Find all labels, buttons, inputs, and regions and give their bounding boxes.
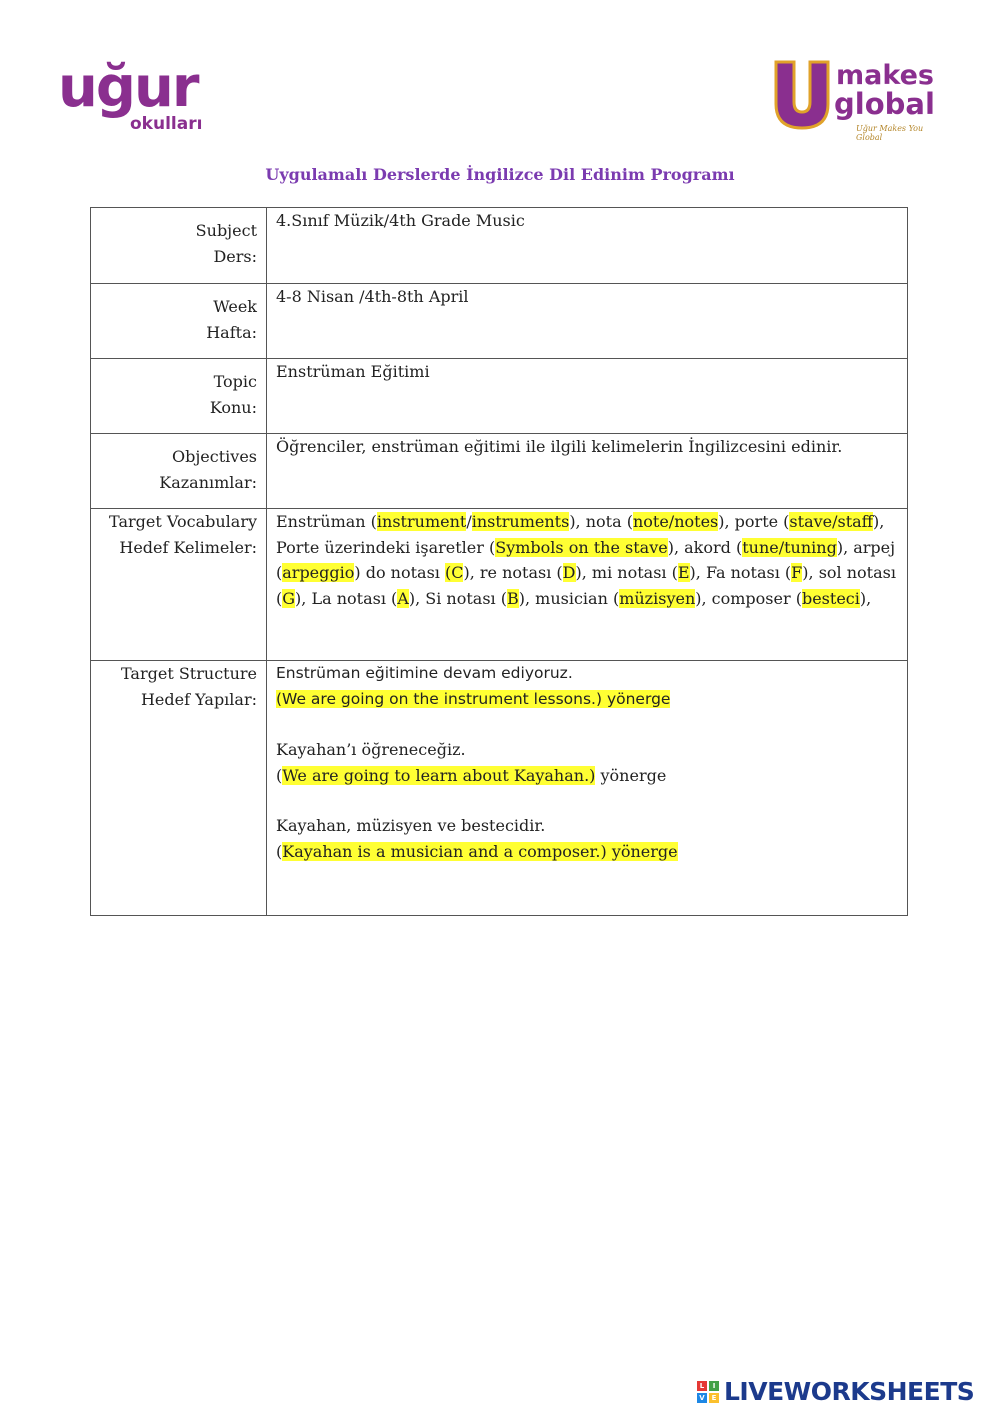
vocab-text-segment: ), nota ( [569,512,633,531]
label-tr: Hedef Kelimeler: [119,537,257,557]
structure-2-tail: yönerge [595,765,667,785]
table-row-subject [91,208,908,284]
lesson-plan-table [90,207,908,916]
vocab-term-highlight: stave/staff [789,512,874,531]
vocab-term-highlight: arpeggio [282,563,355,582]
table-row-week [91,284,908,359]
vocab-term-highlight: besteci [801,588,860,608]
vocab-term-highlight: tune/tuning [742,537,837,557]
vocab-term-highlight: note/notes [632,512,719,531]
label-cell [91,661,267,916]
vocab-text-segment: ), arpej ( [276,537,896,582]
structure-1-tr: Enstrüman eğitimine devam ediyoruz. [276,664,573,682]
vocab-text-segment: ), Si notası ( [408,588,507,608]
vocab-term-highlight: instrument [376,512,467,531]
structure-1-en: (We are going on the instrument lessons.) yönerge [276,689,671,708]
logo-main-text: uğur [58,55,198,120]
vocab-text-segment: ), [859,588,872,608]
vocabulary-text [276,509,899,611]
u-makes-global-logo [772,58,944,140]
label-tr: Hedef Yapılar: [140,689,257,709]
vocabulary-cell [267,509,908,661]
vocab-text-segment: ), mi notası ( [575,563,678,582]
logo-sub-text: okulları [130,114,203,134]
structure-3-en-line [276,839,899,865]
vocab-term-highlight: Symbols on the stave [495,537,668,557]
structure-2-tr: Kayahan’ı öğreneceğiz. [276,740,466,759]
vocab-text-segment: ), musician ( [518,588,620,608]
paren-open: ( [276,765,283,785]
vocab-term-highlight: A [397,588,409,608]
table-row-vocabulary [91,509,908,661]
logo-square-e: E [709,1393,719,1403]
vocab-text-segment: ), Fa notası ( [689,563,792,582]
structure-2-en: We are going to learn about Kayahan.) [282,765,596,785]
value-cell [267,284,908,359]
vocab-text-segment: ), akord ( [667,537,743,557]
label-cell [91,284,267,359]
vocab-term-highlight: (C [445,563,464,582]
table-row-objectives [91,434,908,509]
label-tr: Hafta: [206,322,257,342]
vocab-term-highlight: instruments [471,512,570,531]
structure-3-tr: Kayahan, müzisyen ve bestecidir. [276,816,546,835]
vocab-text-segment: ), Porte üzerindeki işaretler ( [276,512,885,557]
label-cell [91,434,267,509]
value-cell [267,208,908,284]
label-tr: Konu: [209,397,257,417]
label-en: Target Vocabulary [109,512,257,531]
vocab-term-highlight: E [677,563,690,582]
vocab-text-segment: Enstrüman ( [276,512,377,531]
vocab-text-segment: ), composer ( [695,588,802,608]
logo-square-i: I [709,1381,719,1391]
logo-global-text: global [834,87,935,121]
vocab-term-highlight: F [791,563,803,582]
structure-2-en-line [276,763,899,789]
vocab-text-segment: ), La notası ( [295,588,398,608]
label-en: Objectives [171,447,257,466]
table-row-structure [91,661,908,916]
label-cell [91,359,267,434]
value-cell [267,359,908,434]
structure-1-en-line [276,687,899,713]
liveworksheets-wordmark: LIVEWORKSHEETS [724,1377,975,1406]
vocab-term-highlight: B [506,588,519,608]
vocab-term-highlight: D [562,563,576,582]
liveworksheets-logo [697,1378,993,1408]
label-en: Week [213,297,257,316]
vocab-text-segment: ), porte ( [718,512,790,531]
vocab-text-segment: ) do notası [354,563,445,582]
vocab-text-segment: ), sol notası ( [276,563,896,608]
paren-open: ( [276,841,283,861]
label-tr: Kazanımlar: [159,472,257,492]
vocab-term-highlight: G [282,588,296,608]
ugur-okullari-logo [58,55,208,142]
label-cell [91,208,267,284]
structure-3-en: Kayahan is a musician and a composer.) yönerge [282,841,678,861]
label-en: Topic [213,372,257,391]
label-en: Subject [195,221,257,240]
topic-value: Enstrüman Eğitimi [276,362,430,381]
value-cell [267,434,908,509]
u-letter-icon [772,58,832,130]
label-tr: Ders: [213,246,257,266]
label-cell [91,509,267,661]
vocab-text-segment: ), re notası ( [463,563,563,582]
table-row-topic [91,359,908,434]
logo-makes-text: makes [836,60,934,91]
logo-square-l: L [697,1381,707,1391]
logo-square-v: V [697,1393,707,1403]
logo-tagline: Uğur Makes You Global [856,124,924,142]
objectives-value: Öğrenciler, enstrüman eğitimi ile ilgili kelimelerin İngilizcesini edinir. [276,437,843,456]
subject-value: 4.Sınıf Müzik/4th Grade Music [276,211,525,230]
structure-cell [267,661,908,916]
week-value: 4-8 Nisan /4th-8th April [276,287,469,306]
document-title: Uygulamalı Derslerde İngilizce Dil Edinim Programı [265,165,735,184]
label-en: Target Structure [121,664,257,683]
vocab-text-segment: / [466,512,472,531]
vocab-term-highlight: müzisyen [619,588,696,608]
